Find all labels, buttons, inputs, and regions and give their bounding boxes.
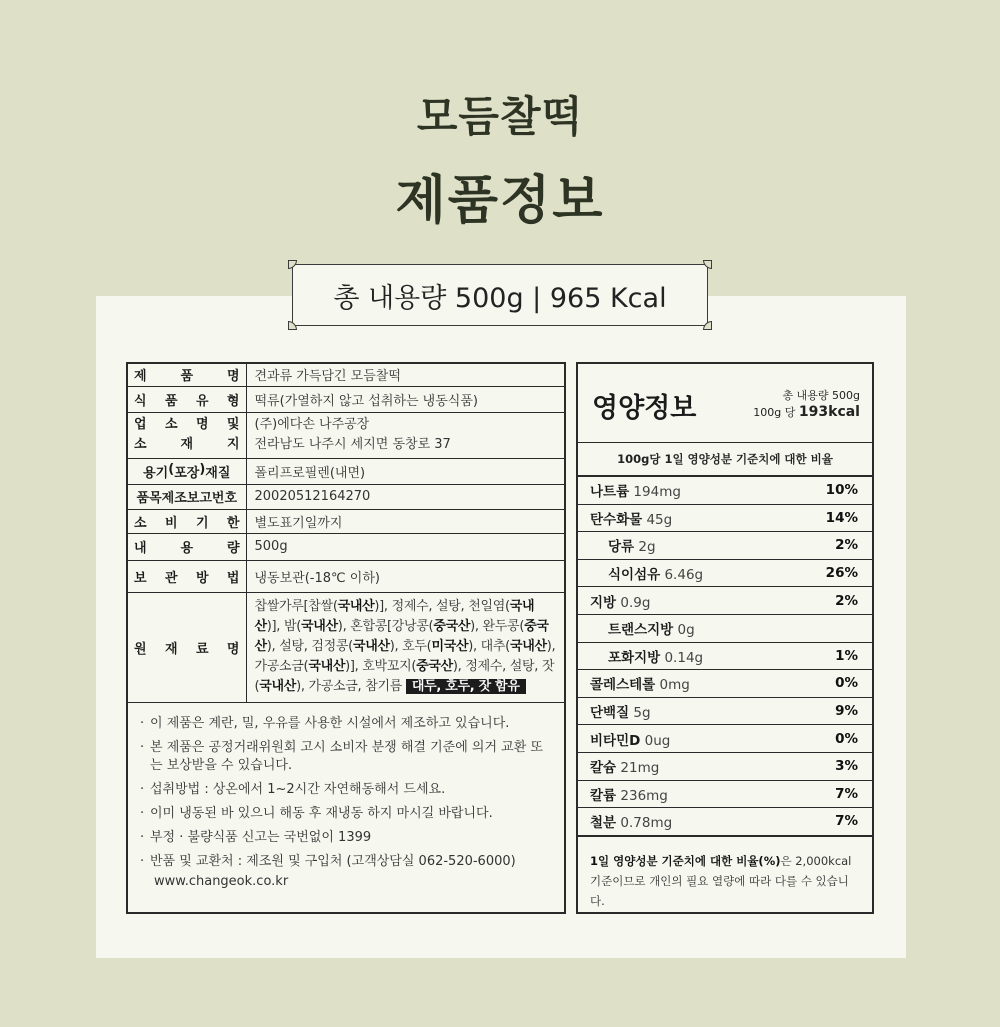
note-item: · 섭취방법 : 상온에서 1~2시간 자연해동해서 드세요. — [140, 781, 554, 799]
nutrition-total — [753, 388, 860, 421]
raw-materials-value — [246, 592, 564, 702]
nutrient-name: 지방 — [590, 594, 617, 611]
nutrient-amount: 0ug — [644, 732, 671, 749]
info-row — [128, 509, 564, 533]
allergen-badge: 대두, 호두, 잣 함유 — [406, 679, 526, 694]
badge-corner — [703, 321, 712, 330]
per-kcal-line — [753, 404, 860, 421]
nutrient-row — [578, 670, 872, 698]
info-label — [128, 458, 246, 484]
nutrient-name-amount — [590, 811, 672, 831]
nutrient-percent: 7% — [835, 785, 858, 802]
nutrient-name: 철분 — [590, 815, 617, 832]
origin: 국내산 — [308, 659, 346, 674]
company-name: (주)에다손 나주공장 — [254, 417, 370, 432]
info-label — [128, 412, 246, 458]
badge-corner — [703, 260, 712, 269]
raw-text: ), 호두( — [389, 639, 432, 654]
nutrient-name: 식이섬유 — [608, 567, 661, 584]
nutrient-name-amount — [590, 591, 650, 611]
product-info-box — [126, 362, 566, 914]
nutrient-amount: 2g — [638, 539, 656, 556]
nutrient-row — [578, 781, 872, 809]
info-value — [246, 412, 564, 458]
badge-text: 총 내용량 500g | 965 Kcal — [333, 282, 667, 314]
info-row — [128, 364, 564, 386]
nutrient-row — [578, 808, 872, 836]
nutrient-name-amount — [590, 701, 651, 721]
nutrient-name: 단백질 — [590, 705, 630, 722]
nutrient-row — [578, 643, 872, 671]
origin: 국내산 — [337, 599, 375, 614]
origin: 국내산 — [509, 639, 547, 654]
nutrient-percent: 0% — [835, 675, 858, 692]
info-label — [128, 533, 246, 560]
nutrient-amount: 0.14g — [664, 649, 704, 666]
nutrient-percent: 26% — [825, 565, 858, 582]
nutrient-amount: 0g — [677, 622, 695, 639]
raw-text: )], 밤( — [266, 619, 302, 634]
nutrient-percent: 2% — [835, 537, 858, 554]
info-value: 견과류 가득담긴 모듬찰떡 — [246, 364, 564, 386]
notes-list — [128, 703, 564, 891]
badge-corner — [288, 260, 297, 269]
raw-text: ), 혼합콩[강낭콩( — [337, 619, 434, 634]
info-row — [128, 458, 564, 484]
nutrient-name-amount — [608, 646, 703, 666]
nutrient-name: 나트륨 — [590, 484, 630, 501]
nutrition-header — [578, 364, 872, 443]
info-value: 20020512164270 — [246, 484, 564, 509]
label-text: 업 소 명 및 — [134, 417, 240, 432]
nutrition-subheader: 100g당 1일 영양성분 기준치에 대한 비율 — [578, 443, 872, 477]
origin: 중국산 — [433, 619, 471, 634]
info-row — [128, 386, 564, 412]
label-text: 품 목 제 조 보 고 번 호 — [136, 491, 237, 506]
label-text: 내 용 량 — [134, 541, 240, 556]
nutrient-name-amount — [608, 618, 695, 638]
info-row — [128, 533, 564, 560]
note-item: · 반품 및 교환처 : 제조원 및 구입처 (고객상담실 062-520-6000) — [140, 853, 554, 871]
nutrient-percent: 9% — [835, 703, 858, 720]
nutrient-row — [578, 532, 872, 560]
info-value: 별도표기일까지 — [246, 509, 564, 533]
raw-text: 찹쌀가루[찹쌀( — [254, 599, 338, 614]
info-row — [128, 412, 564, 458]
nutrition-title: 영양정보 — [592, 393, 697, 424]
note-item: · 본 제품은 공정거래위원회 고시 소비자 분쟁 해결 기준에 의거 교환 또는 보상받을 수 있습니다. — [140, 739, 554, 775]
info-row-raw-materials — [128, 592, 564, 702]
info-label — [128, 364, 246, 386]
section-title: 제품정보 — [395, 171, 605, 231]
nutrient-amount: 0.9g — [620, 594, 651, 611]
raw-text: ), 설탕, 검정콩( — [266, 639, 353, 654]
label-text: 소 비 기 한 — [134, 515, 240, 531]
nutrient-name: 탄수화물 — [590, 511, 643, 528]
badge-corner — [288, 321, 297, 330]
per-prefix: 100g 당 — [753, 406, 796, 419]
nutrient-name-amount — [590, 756, 659, 776]
label-text: 용 기 ( 포 장 ) 재 질 — [143, 461, 231, 481]
product-name: 모듬찰떡 — [416, 92, 584, 141]
nutrient-percent: 14% — [825, 509, 858, 526]
origin: 국내산 — [352, 639, 390, 654]
info-label — [128, 560, 246, 592]
label-text: 소 재 지 — [134, 437, 240, 452]
nutrient-amount: 21mg — [620, 760, 660, 777]
nutrient-name-amount — [590, 729, 670, 749]
info-label — [128, 592, 246, 702]
info-value: 500g — [246, 533, 564, 560]
nutrient-name: 포화지방 — [608, 649, 661, 666]
info-row — [128, 484, 564, 509]
nutrient-row — [578, 615, 872, 643]
footnote-bold: 1일 영양성분 기준치에 대한 비율(%) — [590, 853, 781, 868]
nutrient-percent: 10% — [825, 482, 858, 499]
nutrition-box — [576, 362, 874, 914]
per-kcal: 193kcal — [798, 404, 860, 420]
nutrient-name-amount — [590, 508, 672, 528]
nutrient-amount: 5g — [633, 705, 651, 722]
raw-text: ), 완두콩( — [470, 619, 525, 634]
nutrient-percent: 2% — [835, 592, 858, 609]
nutrient-amount: 6.46g — [664, 567, 704, 584]
origin: 중국산 — [416, 659, 453, 674]
nutrient-name: 당류 — [608, 539, 635, 556]
raw-text: )], 호박꼬지( — [345, 659, 417, 674]
nutrient-name-amount — [608, 535, 656, 555]
raw-text: ), 정제수, 설탕, 잣( — [254, 659, 555, 694]
product-info-table — [128, 364, 564, 703]
nutrient-row — [578, 725, 872, 753]
nutrient-name: 콜레스테롤 — [590, 677, 656, 694]
nutrient-name-amount — [608, 563, 703, 583]
nutrient-name-amount — [590, 673, 690, 693]
raw-text: ), 가공소금( — [254, 639, 556, 674]
nutrient-amount: 45g — [646, 511, 673, 528]
nutrient-row — [578, 753, 872, 781]
nutrient-name-amount — [590, 784, 668, 804]
origin: 국내산 — [301, 619, 338, 634]
info-value: 냉동보관(-18℃ 이하) — [246, 560, 564, 592]
footnote-text: 은 2,000kcal 기준이므로 개인의 필요 열량에 따라 다를 수 있습니다. — [590, 853, 852, 908]
nutrition-rows — [578, 477, 872, 836]
nutrient-row — [578, 587, 872, 615]
origin: 중국산 — [254, 619, 549, 654]
nutrient-amount: 236mg — [620, 787, 668, 804]
info-label — [128, 484, 246, 509]
nutrient-percent: 3% — [835, 758, 858, 775]
nutrient-percent: 1% — [835, 647, 858, 664]
total-line: 총 내용량 500g — [782, 389, 860, 402]
info-value: 떡류(가열하지 않고 섭취하는 냉동식품) — [246, 386, 564, 412]
info-value: 폴리프로필렌(내면) — [246, 458, 564, 484]
info-row — [128, 560, 564, 592]
company-address: 전라남도 나주시 세지면 동창로 37 — [254, 437, 451, 452]
nutrient-name: 비타민D — [590, 732, 641, 749]
info-label — [128, 386, 246, 412]
nutrient-name: 칼슘 — [590, 760, 617, 777]
nutrition-footnote — [578, 836, 872, 911]
label-text: 제 품 명 — [134, 369, 240, 385]
nutrient-row — [578, 477, 872, 505]
nutrient-amount: 0.78mg — [620, 815, 673, 832]
note-item: · 이 제품은 계란, 밀, 우유를 사용한 시설에서 제조하고 있습니다. — [140, 715, 554, 733]
nutrient-name: 트랜스지방 — [608, 622, 674, 639]
origin: 미국산 — [431, 639, 469, 654]
total-content-badge — [292, 264, 708, 326]
nutrient-percent: 0% — [835, 730, 858, 747]
nutrient-percent: 7% — [835, 813, 858, 830]
website-link[interactable]: www.changeok.co.kr — [154, 873, 289, 889]
nutrient-amount: 0mg — [659, 677, 690, 694]
label-text: 보 관 방 법 — [134, 570, 240, 586]
raw-text: )], 정제수, 설탕, 천일염( — [374, 599, 510, 614]
nutrient-name: 칼륨 — [590, 787, 617, 804]
note-item: · 부정 · 불량식품 신고는 국번없이 1399 — [140, 829, 554, 847]
label-text: 식 품 유 형 — [134, 393, 240, 409]
raw-text: ), 가공소금, 참기름 — [296, 679, 406, 694]
raw-text: ), 대추( — [468, 639, 510, 654]
nutrient-row — [578, 505, 872, 533]
info-label — [128, 509, 246, 533]
nutrient-row — [578, 560, 872, 588]
label-text: 원 재 료 명 — [134, 641, 240, 657]
nutrient-row — [578, 698, 872, 726]
note-item: · 이미 냉동된 바 있으니 해동 후 재냉동 하지 마시길 바랍니다. — [140, 805, 554, 823]
nutrient-name-amount — [590, 480, 681, 500]
nutrient-amount: 194mg — [633, 484, 681, 501]
origin: 국내산 — [259, 679, 297, 694]
origin: 국내산 — [254, 599, 535, 634]
